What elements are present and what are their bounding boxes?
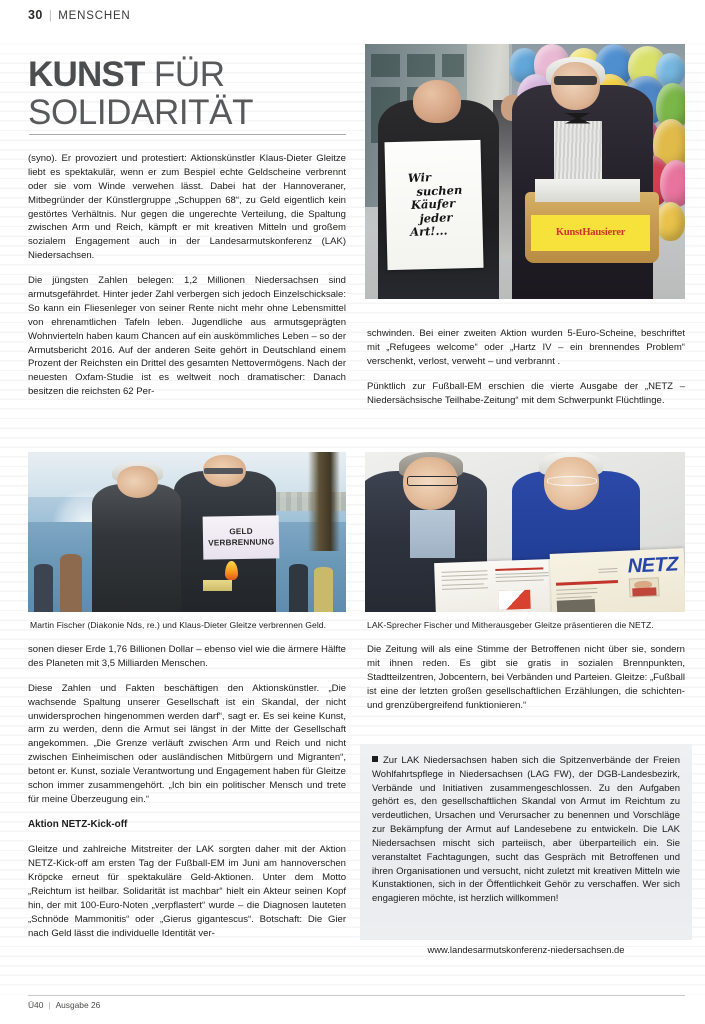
paragraph: sonen dieser Erde 1,76 Billionen Dollar – ebenso viel wie die ärmere Hälfte des Planeten mit 3,5 Milliarden Menschen. [28,644,346,669]
footer [28,1000,100,1010]
paragraph: (syno). Er provoziert und protestiert: Aktionskünstler Klaus-Dieter Gleitze liebt es spektakulär, wenn er zum Bespiel echte Geldscheine verbrennt oder sie vom Winde verwehen lässt. Dabei hat der Hannoveraner, Mitbegründer der Künstlergruppe „Schuppen 68“, zu Geld eigentlich kein gestörtes Verhältnis. Nur gegen die ungerechte Verteilung, die Spaltung zwischen Arm und Reich, kämpft er mit kreativen Mitteln und großem sozialem Engagement auch in der Landesarmutskonferenz (LAK) Niedersachsen. [28,153,346,262]
photo-street-action [365,44,685,299]
photo-caption-left: Martin Fischer (Diakonie Nds, re.) und Klaus-Dieter Gleitze verbrennen Geld. [30,620,327,630]
square-bullet-icon [372,756,378,762]
info-box-lak [360,744,692,940]
article-column-left-top [28,152,346,399]
runhead-separator: | [48,10,53,22]
info-box-body: Zur LAK Niedersachsen haben sich die Spitzenverbände der Freien Wohlfahrtspflege in Niedersachsen (LAG FW), der DGB-Landesbezirk, Verbände und Initiativen zusammengeschlossen. Zu den Aufgaben gehört es, den gesellschaftlichen Skandal von Armut im Reichtum zu verdeutlichen, Ursachen und Verursacher zu benennen und Vorschläge zur Bekämpfung der Armut auf Landesebene zu entwickeln. Die LAK Niedersachsen mischt sich parteiisch, aber überparteilich ein. Sie veranstaltet Fachtagungen, sucht das Gespräch mit Betroffenen und ihren Organisationen und versucht, nicht zuletzt mit kreativen Mitteln wie Kunstaktionen, sich in der Öffentlichkeit Gehör zu verschaffen. Wer sich engagieren möchte, ist herzlich willkommen! [372,755,680,905]
article-column-right-top [367,327,685,407]
protest-sign-text: Wir suchen Käufer jeder Art!... [406,169,462,240]
footer-issue: Ausgabe 26 [55,1000,101,1010]
glasses-icon [204,468,242,474]
page-number: 30 [28,8,43,22]
paragraph: Diese Zahlen und Fakten beschäftigen den Aktionskünstler. „Die wachsende Spaltung unserer Gesellschaft ist ein Skandal, der nicht unwidersprochen hingenommen werden darf“, sagt er. Es sei keine Kunst, arm zu werden, denn die Armut sei längst in der Mitte der Gesellschaft angekommen. „Die Grenze verläuft zwischen Arm und Reich und nicht zwischen Einheimischen oder ausländischen Mitbürgern und Migranten“, betont er. Kunst, soziale Verantwortung und Engagement haben für Gleitze schon immer zusammengehört. „Ich bin ein politischer Mensch und trete für meine Überzeugung ein.“ [28,682,346,805]
headline-rest: FÜR [144,55,225,95]
protest-sign [384,140,483,270]
page-title [28,56,358,130]
photo-netz-newspaper [365,452,685,612]
glasses-icon [547,476,597,486]
paragraph: Die Zeitung will als eine Stimme der Betroffenen nicht über sie, sondern mit ihnen reden. Es gibt sie gratis in sozialen Brennpunkten, Stadtteilzentren, Jobcentern, bei Verbänden und Parteien. Gleitze: „Fußball ist eine der letzten großen gesellschaftlichen Erzählungen, die schichten- und grenzübergreifend funktionieren.“ [367,644,685,711]
photo-caption-right: LAK-Sprecher Fischer und Mitherausgeber Gleitze präsentieren die NETZ. [367,620,654,630]
glasses-icon [407,476,458,486]
footer-divider [28,995,685,996]
flame-icon [225,561,238,580]
paragraph: schwinden. Bei einer zweiten Aktion wurden 5-Euro-Scheine, beschriftet mit „Refugees welcome“ oder „Hartz IV – ein brennendes Problem“ verschenkt, verlost, verweht – und verbrannt . [367,328,685,367]
footer-magazine: Ü40 [28,1000,44,1010]
sunglasses-icon [554,76,597,85]
subheading-aktion-netz-kickoff: Aktion NETZ-Kick-off [28,818,128,830]
netz-masthead: NETZ [626,553,678,578]
paragraph: Gleitze und zahlreiche Mitstreiter der LAK sorgten daher mit der Aktion NETZ-Kick-off am ersten Tag der Fußball-EM im Juni am hannoverschen Kröpcke erneut für spektakuläre Geld-Aktionen. Unter dem Motto „Reichtum ist heilbar. Solidarität ist machbar“ hielt ein Akteur seinen Kopf hin, der mit 100-Euro-Noten „verpflastert“ wurde – die Diagnosen lauteten „Schnöde Mammonitis“ oder „Gierus gigantescus“. Botschaft: Die Gier nach Geld lässt die individuelle Identität ver- [28,844,346,939]
basket-label-text: KunstHausierer [555,227,626,239]
headline-line2: SOLIDARITÄT [28,92,254,132]
section-name: MENSCHEN [58,10,131,22]
paragraph: Die jüngsten Zahlen belegen: 1,2 Millionen Niedersachsen sind armutsgefährdet. Hinter jeder Zahl verbergen sich jedoch Einzelschicksale: So kann ein Fliesenleger von seiner Rente nicht mehr ohne Lebensmittel von ehrenamtlichen Tafeln leben. Jugendliche aus armutsgeprägten Wohnvierteln haben kaum Chancen auf ein auskömmliches Leben – so der Armutsbericht 2016. Auf der anderen Seite gehört in Deutschland einem Prozent der Reichsten ein Drittel des gesamten Nettovermögens. Nach der neuesten Oxfam-Studie ist es weltweit noch dramatischer: Danach besitzen die reichsten 62 Per- [28,275,346,398]
placard-text: GELD VERBRENNUNG [208,527,275,548]
paragraph: Pünktlich zur Fußball-EM erschien die vierte Ausgabe der „NETZ –Niedersächsische Teilhabe-Zeitung“ mit dem Schwerpunkt Flüchtlinge. [367,380,685,406]
article-column-right-bottom [367,643,685,712]
headline-divider [29,134,346,135]
basket-label [531,215,649,251]
article-column-left-bottom [28,643,346,940]
running-head [28,8,131,22]
website-url[interactable]: www.landesarmutskonferenz-niedersachsen.de [427,944,625,955]
footer-separator: | [48,1000,51,1010]
placard-geld-verbrennung [203,515,280,560]
info-box-text [372,754,680,906]
headline-strong: KUNST [28,55,145,95]
photo-money-burning [28,452,346,612]
